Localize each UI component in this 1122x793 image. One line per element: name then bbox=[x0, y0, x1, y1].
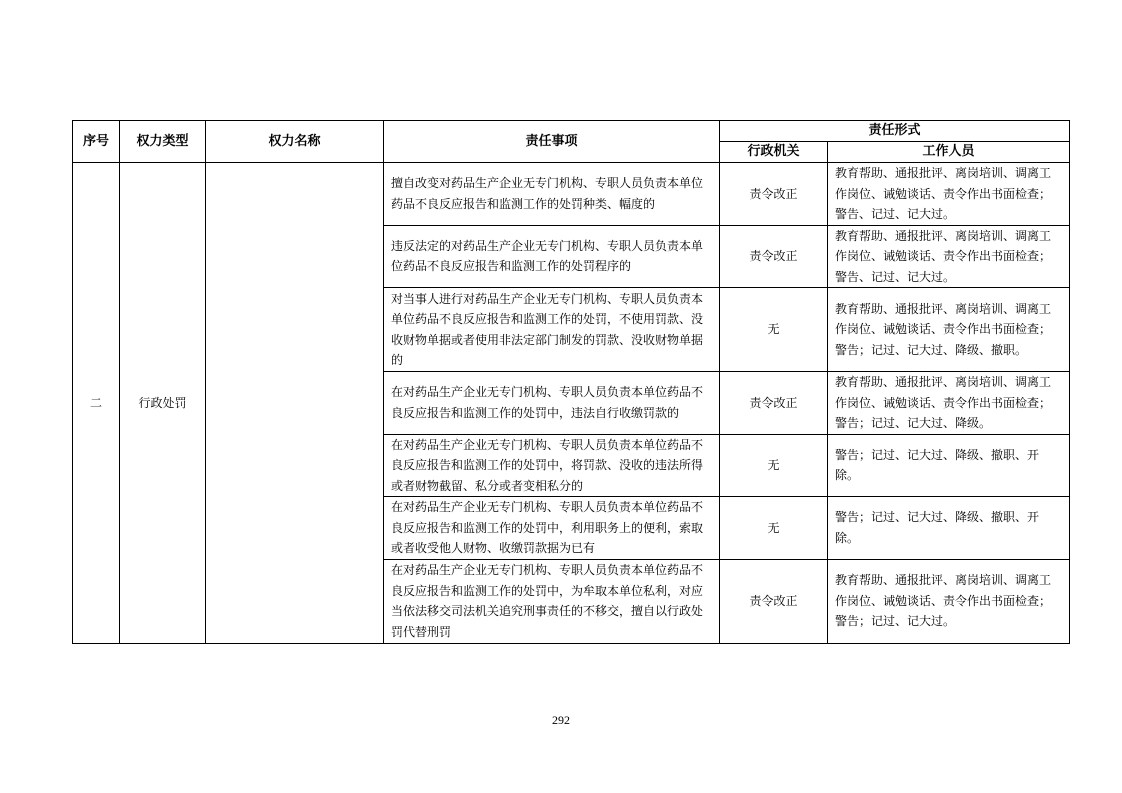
header-power-type: 权力类型 bbox=[120, 121, 206, 163]
responsibility-table bbox=[72, 120, 1070, 644]
header-responsibility-matter: 责任事项 bbox=[384, 121, 720, 163]
cell-matter: 在对药品生产企业无专门机构、专职人员负责本单位药品不良反应报告和监测工作的处罚中，利用职务上的便利，索取或者收受他人财物、收缴罚款据为已有 bbox=[384, 497, 720, 560]
cell-staff: 教育帮助、通报批评、离岗培训、调离工作岗位、诫勉谈话、责令作出书面检查；警告、记过、记大过。 bbox=[828, 163, 1070, 226]
header-seq: 序号 bbox=[73, 121, 120, 163]
cell-power-type: 行政处罚 bbox=[120, 163, 206, 644]
cell-matter: 擅自改变对药品生产企业无专门机构、专职人员负责本单位药品不良反应报告和监测工作的处罚种类、幅度的 bbox=[384, 163, 720, 226]
header-power-name: 权力名称 bbox=[206, 121, 384, 163]
cell-staff: 警告；记过、记大过、降级、撤职、开除。 bbox=[828, 434, 1070, 497]
header-responsibility-form: 责任形式 bbox=[720, 121, 1070, 142]
header-agency: 行政机关 bbox=[720, 142, 828, 163]
cell-agency: 无 bbox=[720, 434, 828, 497]
cell-agency: 责令改正 bbox=[720, 225, 828, 288]
header-staff: 工作人员 bbox=[828, 142, 1070, 163]
cell-agency: 责令改正 bbox=[720, 163, 828, 226]
cell-agency: 无 bbox=[720, 288, 828, 372]
cell-seq: 二 bbox=[73, 163, 120, 644]
cell-matter: 违反法定的对药品生产企业无专门机构、专职人员负责本单位药品不良反应报告和监测工作的处罚程序的 bbox=[384, 225, 720, 288]
table-body bbox=[73, 163, 1070, 644]
page-number: 292 bbox=[552, 713, 570, 727]
cell-agency: 责令改正 bbox=[720, 372, 828, 435]
cell-staff: 教育帮助、通报批评、离岗培训、调离工作岗位、诫勉谈话、责令作出书面检查；警告；记过、记大过、降级、撤职。 bbox=[828, 288, 1070, 372]
cell-staff: 教育帮助、通报批评、离岗培训、调离工作岗位、诫勉谈话、责令作出书面检查；警告、记过、记大过。 bbox=[828, 225, 1070, 288]
cell-staff: 教育帮助、通报批评、离岗培训、调离工作岗位、诫勉谈话、责令作出书面检查；警告；记过、记大过。 bbox=[828, 559, 1070, 643]
table-header bbox=[73, 121, 1070, 163]
cell-matter: 对当事人进行对药品生产企业无专门机构、专职人员负责本单位药品不良反应报告和监测工作的处罚，不使用罚款、没收财物单据或者使用非法定部门制发的罚款、没收财物单据的 bbox=[384, 288, 720, 372]
cell-matter: 在对药品生产企业无专门机构、专职人员负责本单位药品不良反应报告和监测工作的处罚中，违法自行收缴罚款的 bbox=[384, 372, 720, 435]
cell-staff: 教育帮助、通报批评、离岗培训、调离工作岗位、诫勉谈话、责令作出书面检查；警告；记过、记大过、降级。 bbox=[828, 372, 1070, 435]
cell-staff: 警告；记过、记大过、降级、撤职、开除。 bbox=[828, 497, 1070, 560]
cell-matter: 在对药品生产企业无专门机构、专职人员负责本单位药品不良反应报告和监测工作的处罚中，为牟取本单位私利，对应当依法移交司法机关追究刑事责任的不移交，擅自以行政处罚代替刑罚 bbox=[384, 559, 720, 643]
table-row bbox=[73, 163, 1070, 226]
cell-agency: 无 bbox=[720, 497, 828, 560]
cell-matter: 在对药品生产企业无专门机构、专职人员负责本单位药品不良反应报告和监测工作的处罚中，将罚款、没收的违法所得或者财物截留、私分或者变相私分的 bbox=[384, 434, 720, 497]
cell-power-name bbox=[206, 163, 384, 644]
cell-agency: 责令改正 bbox=[720, 559, 828, 643]
